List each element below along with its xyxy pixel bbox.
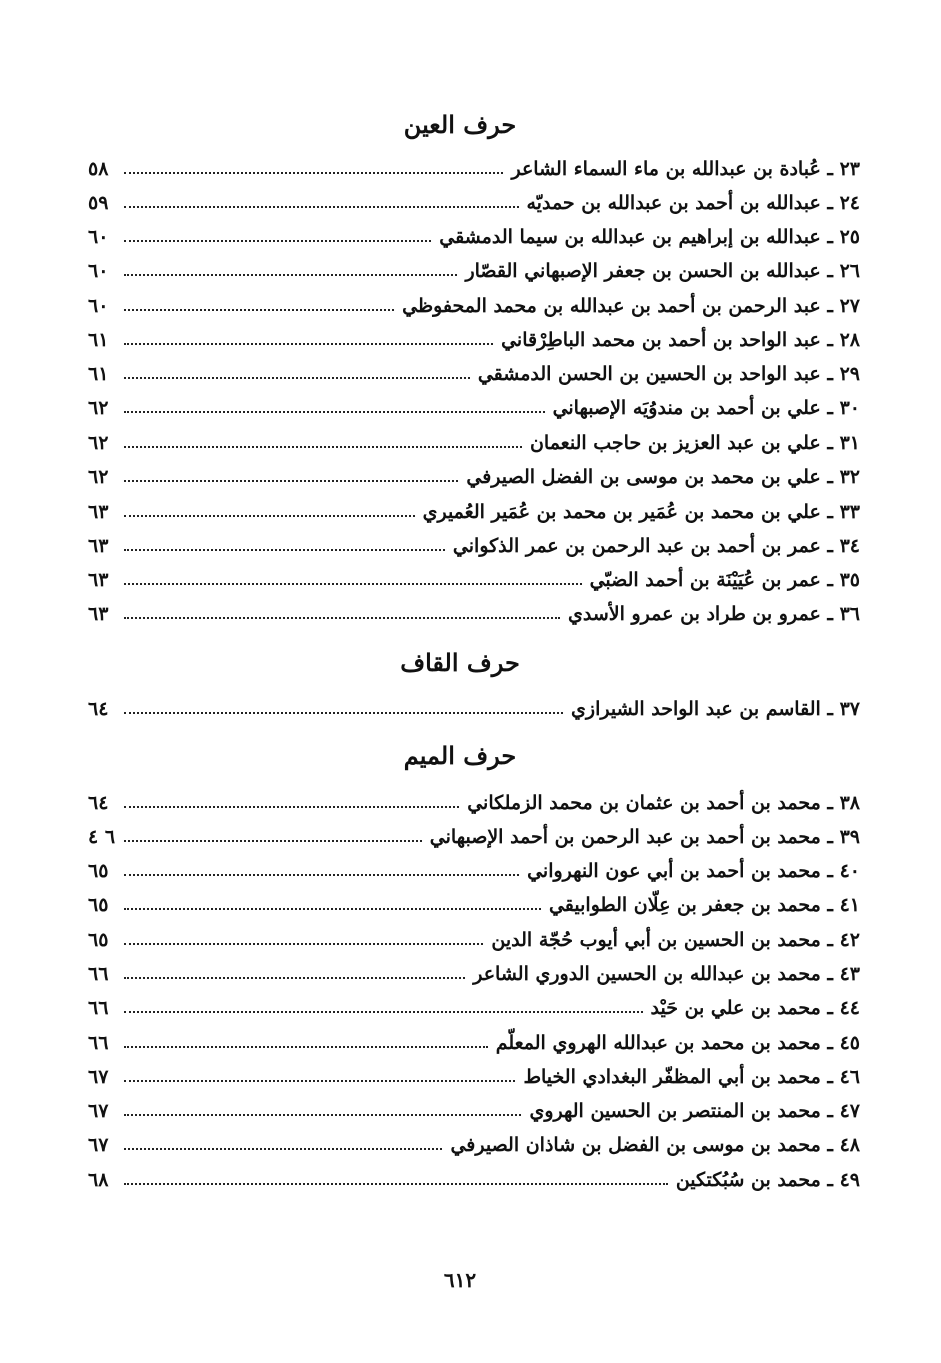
entry-title: ٣٠ ـ علي بن أحمد بن مندوُيَه الإصبهاني <box>552 397 860 419</box>
section-heading-mim: حرف الميم <box>403 741 517 770</box>
leader-dots <box>124 480 458 482</box>
section-heading-ain: حرف العين <box>403 110 517 139</box>
entry-page-number: ٦٦ <box>88 963 109 985</box>
index-entry <box>88 890 860 920</box>
entry-title: ٢٧ ـ عبد الرحمن بن أحمد بن عبدالله بن محمد المحفوظي <box>402 295 860 317</box>
section-heading-qaf: حرف القاف <box>400 648 520 677</box>
leader-dots <box>124 206 519 208</box>
entry-title: ٣٢ ـ علي بن محمد بن موسى بن الفضل الصيرفي <box>466 466 860 488</box>
entry-page-number: ٦٣ <box>88 535 109 557</box>
leader-dots <box>124 977 465 979</box>
index-entry <box>88 222 860 252</box>
leader-dots <box>124 274 457 276</box>
entry-page-number: ٦٥ <box>88 929 109 951</box>
index-entry <box>88 565 860 595</box>
entry-page-number: ٦٦ <box>88 997 109 1019</box>
entry-title: ٤٠ ـ محمد بن أحمد بن أبي عون النهرواني <box>527 860 860 882</box>
entry-title: ٤٨ ـ محمد بن موسى بن الفضل بن شاذان الصيرفي <box>450 1134 860 1156</box>
entry-page-number: ٦٣ <box>88 569 109 591</box>
entry-page-number: ٦٨ <box>88 1169 109 1191</box>
leader-dots <box>124 240 431 242</box>
entry-title: ٤٩ ـ محمد بن سُبُكتكين <box>675 1169 860 1191</box>
entry-title: ٤١ ـ محمد بن جعفر بن عِلّان الطوابيقي <box>548 894 860 916</box>
index-entry <box>88 497 860 527</box>
leader-dots <box>124 583 582 585</box>
entry-page-number: ٦١ <box>88 329 109 351</box>
entry-title: ٤٤ ـ محمد بن علي بن حَيْد <box>650 997 860 1019</box>
leader-dots <box>124 411 545 413</box>
leader-dots <box>124 1011 643 1013</box>
entry-title: ٣٦ ـ عمرو بن طراد بن عمرو الأسدي <box>568 603 860 625</box>
index-entry <box>88 325 860 355</box>
entry-title: ٤٦ ـ محمد بن أبي المظفّر البغدادي الخياط <box>523 1066 860 1088</box>
entry-page-number: ٦٧ <box>88 1066 109 1088</box>
entry-page-number: ٦٢ <box>88 466 109 488</box>
leader-dots <box>124 874 519 876</box>
leader-dots <box>124 377 470 379</box>
page-folio-number: ٦١٢ <box>443 1268 477 1292</box>
index-entry <box>88 993 860 1023</box>
entry-title: ٤٥ ـ محمد بن محمد بن عبدالله الهروي المعلّم <box>495 1032 860 1054</box>
index-entry <box>88 462 860 492</box>
entry-title: ٣٨ ـ محمد بن أحمد بن عثمان بن محمد الزملكاني <box>467 792 860 814</box>
entry-title: ٢٥ ـ عبدالله بن إبراهيم بن عبدالله بن سيما الدمشقي <box>439 226 860 248</box>
entry-page-number: ٥٨ <box>88 158 109 180</box>
entry-title: ٤٣ ـ محمد بن عبدالله بن الحسين الدوري الشاعر <box>473 963 860 985</box>
entry-title: ٢٤ ـ عبدالله بن أحمد بن عبدالله بن حمديّه <box>526 192 860 214</box>
entry-page-number: ٥٩ <box>88 192 109 214</box>
index-entry <box>88 1096 860 1126</box>
index-entry <box>88 599 860 629</box>
entry-title: ٣٧ ـ القاسم بن عبد الواحد الشيرازي <box>571 698 860 720</box>
entry-page-number: ٦٢ <box>88 397 109 419</box>
index-entry <box>88 359 860 389</box>
leader-dots <box>124 1148 442 1150</box>
index-entry <box>88 925 860 955</box>
entry-title: ٤٧ ـ محمد بن المنتصر بن الحسين الهروي <box>529 1100 860 1122</box>
index-entry <box>88 694 860 724</box>
entry-page-number: ٦٠ <box>88 260 109 282</box>
entry-page-number: ٦٣ <box>88 501 109 523</box>
index-entry <box>88 959 860 989</box>
leader-dots <box>124 549 445 551</box>
leader-dots <box>124 1046 488 1048</box>
index-entry <box>88 428 860 458</box>
index-entry <box>88 531 860 561</box>
index-entry <box>88 1165 860 1195</box>
leader-dots <box>124 806 459 808</box>
entry-page-number: ٦٢ <box>88 432 109 454</box>
leader-dots <box>124 515 415 517</box>
leader-dots <box>124 309 394 311</box>
entry-title: ٢٣ ـ عُبادة بن عبدالله بن ماء السماء الشاعر <box>511 158 860 180</box>
leader-dots <box>124 446 522 448</box>
index-entry <box>88 154 860 184</box>
entry-title: ٢٦ ـ عبدالله بن الحسن بن جعفر الإصبهاني القصّار <box>465 260 860 282</box>
index-entry <box>88 856 860 886</box>
entry-page-number: ٦٥ <box>88 894 109 916</box>
leader-dots <box>124 1183 668 1185</box>
index-entry <box>88 1028 860 1058</box>
entry-page-number: ٦٠ <box>88 295 109 317</box>
leader-dots <box>124 908 541 910</box>
entry-page-number: ٦٣ <box>88 603 109 625</box>
entry-title: ٢٨ ـ عبد الواحد بن أحمد بن محمد الباطِرْقاني <box>501 329 860 351</box>
index-entry <box>88 1062 860 1092</box>
index-entry <box>88 822 860 852</box>
index-entry <box>88 393 860 423</box>
entry-title: ٣٤ ـ عمر بن أحمد بن عبد الرحمن بن عمر الذكواني <box>452 535 860 557</box>
entry-page-number: ٦٧ <box>88 1100 109 1122</box>
leader-dots <box>124 840 422 842</box>
entry-page-number: ٦٠ <box>88 226 109 248</box>
leader-dots <box>124 172 503 174</box>
entry-title: ٣٩ ـ محمد بن أحمد بن عبد الرحمن بن أحمد الإصبهاني <box>429 826 860 848</box>
entry-page-number: ٦ ٤ <box>88 826 116 848</box>
leader-dots <box>124 1080 515 1082</box>
entry-title: ٣٥ ـ عمر بن عُيَيْنَة بن أحمد الضبّي <box>589 569 860 591</box>
index-entry <box>88 291 860 321</box>
index-entry <box>88 188 860 218</box>
entry-title: ٣١ ـ علي بن عبد العزيز بن حاجب النعمان <box>529 432 860 454</box>
leader-dots <box>124 617 560 619</box>
entry-page-number: ٦٤ <box>88 698 109 720</box>
index-entry <box>88 256 860 286</box>
entry-title: ٢٩ ـ عبد الواحد بن الحسين بن الحسن الدمشقي <box>477 363 860 385</box>
leader-dots <box>124 712 563 714</box>
entry-page-number: ٦٥ <box>88 860 109 882</box>
leader-dots <box>124 343 493 345</box>
entry-page-number: ٦٤ <box>88 792 109 814</box>
entry-title: ٣٣ ـ علي بن محمد بن عُمَير بن محمد بن عُمَير العُميري <box>422 501 860 523</box>
index-entry <box>88 788 860 818</box>
index-entry <box>88 1130 860 1160</box>
entry-page-number: ٦٧ <box>88 1134 109 1156</box>
entry-page-number: ٦٦ <box>88 1032 109 1054</box>
leader-dots <box>124 943 483 945</box>
leader-dots <box>124 1114 521 1116</box>
entry-page-number: ٦١ <box>88 363 109 385</box>
entry-title: ٤٢ ـ محمد بن الحسين بن أبي أيوب حُجّة الدين <box>491 929 860 951</box>
